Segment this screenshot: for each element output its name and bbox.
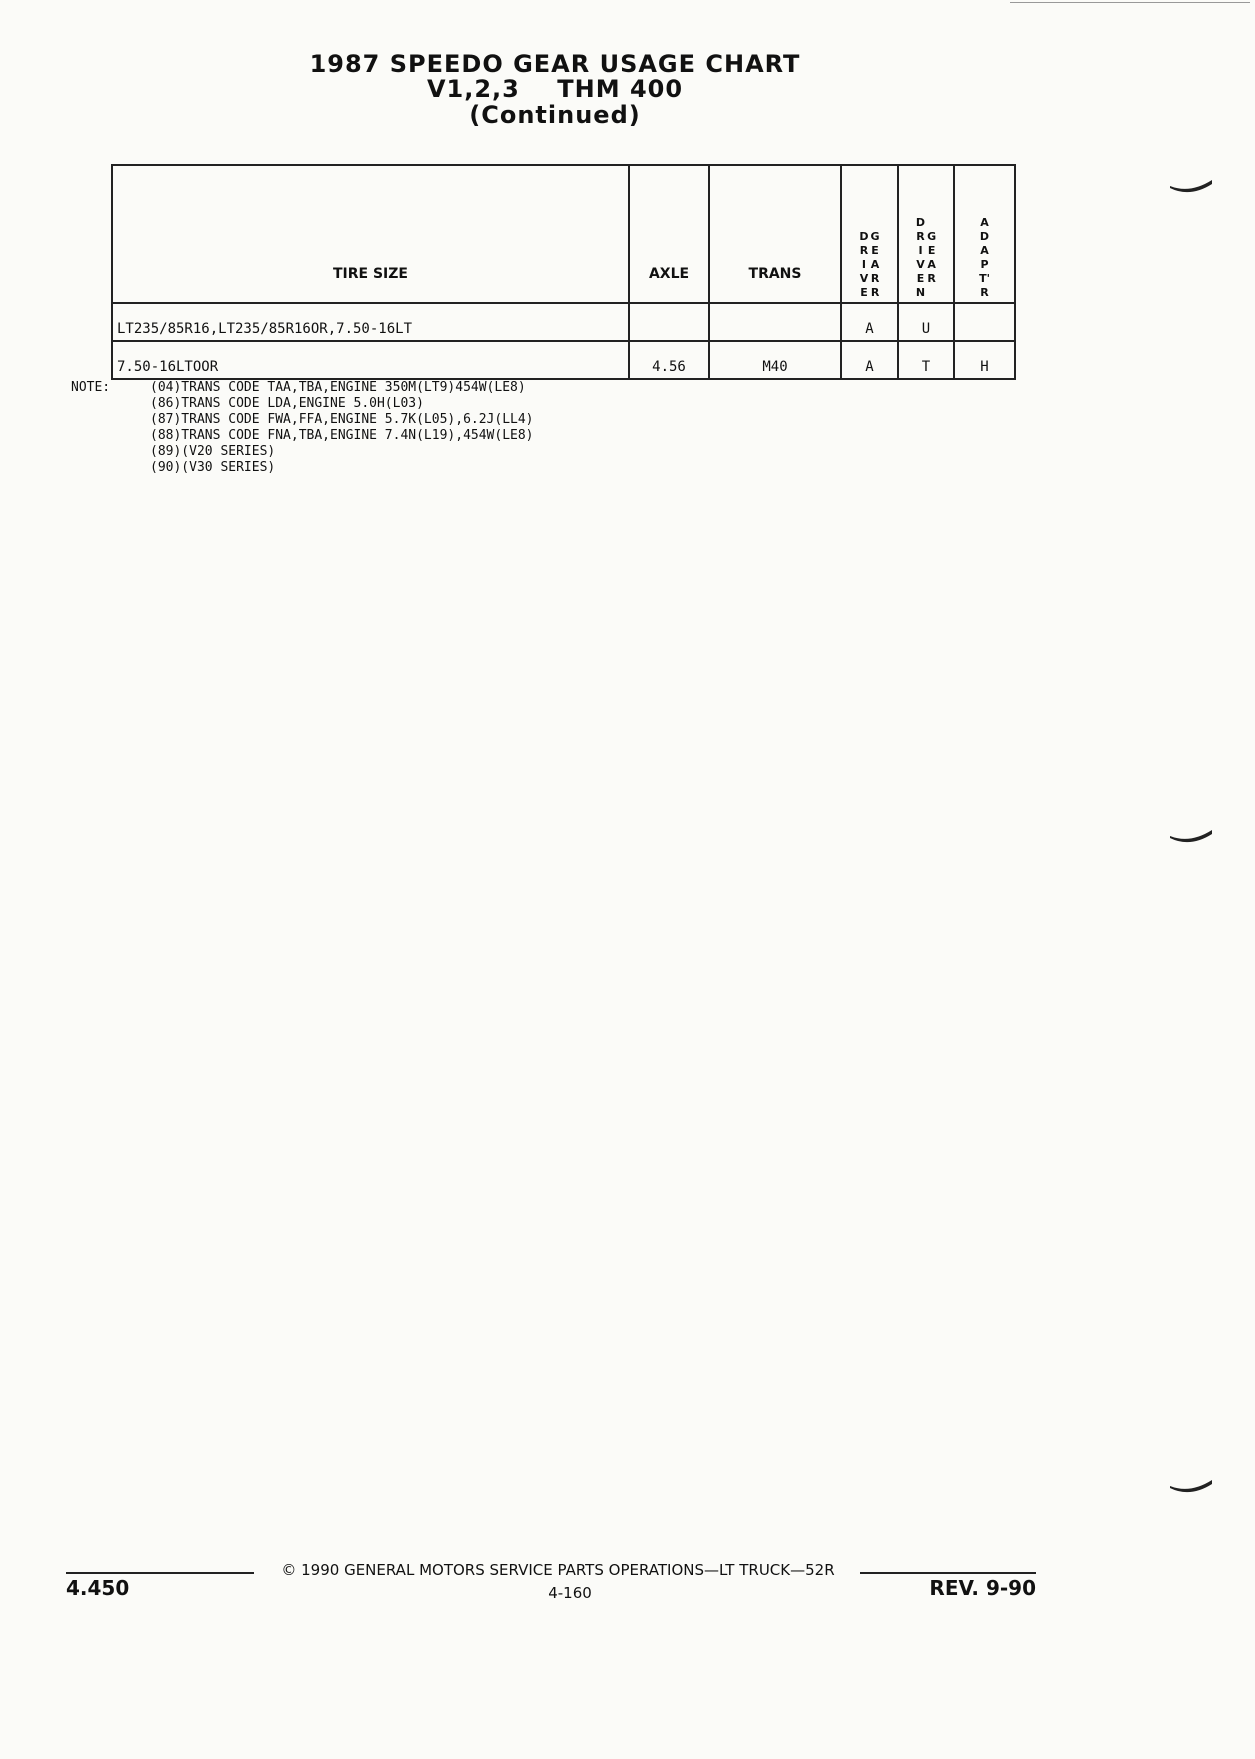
header-driver-letters: D R I V E [859, 230, 869, 299]
header-driver-gear-letters [871, 230, 880, 300]
note-line: (04)TRANS CODE TAA,TBA,ENGINE 350M(LT9)454W(LE8) [150, 380, 526, 395]
cell-adapter [954, 303, 1015, 341]
cell-tire-size: 7.50-16LTOOR [112, 341, 629, 379]
cell-driven-gear: T [898, 341, 954, 379]
header-adapter [954, 165, 1015, 303]
chart-subtitle: V1,2,3 THM 400 [426, 75, 684, 103]
header-axle: AXLE [629, 165, 709, 303]
note-line: (87)TRANS CODE FWA,FFA,ENGINE 5.7K(L05),6.2J(LL4) [150, 412, 534, 427]
binder-hole-mark-icon [1168, 178, 1214, 198]
note-line: (88)TRANS CODE FNA,TBA,ENGINE 7.4N(L19),454W(LE8) [150, 428, 534, 443]
note-line: (86)TRANS CODE LDA,ENGINE 5.0H(L03) [150, 396, 424, 411]
cell-driven-gear: U [898, 303, 954, 341]
header-adapter-letters: A D A P T' R [979, 216, 990, 299]
header-driver-gear [841, 165, 898, 303]
cell-driver-gear: A [841, 341, 898, 379]
note-list [150, 380, 534, 476]
continued-label: (Continued) [469, 101, 641, 129]
cell-axle [629, 303, 709, 341]
note-line: (90)(V30 SERIES) [150, 460, 276, 475]
cell-axle: 4.56 [629, 341, 709, 379]
footer-rule-left [66, 1572, 254, 1574]
header-driven-gear-letters: G E A R [927, 230, 937, 285]
cell-trans [709, 303, 841, 341]
table-header-row [112, 165, 1015, 303]
table-row [112, 341, 1015, 379]
speedo-gear-table [111, 164, 1016, 380]
binder-hole-mark-icon [1168, 1478, 1214, 1498]
top-edge-rule [1010, 2, 1250, 3]
header-driver-tail: R [870, 286, 880, 299]
binder-hole-mark-icon [1168, 828, 1214, 848]
header-driver-gear-word: G E A R [870, 230, 880, 285]
copyright-text: © 1990 GENERAL MOTORS SERVICE PARTS OPERATIONS—LT TRUCK—52R [281, 1561, 835, 1579]
cell-tire-size: LT235/85R16,LT235/85R16OR,7.50-16LT [112, 303, 629, 341]
header-driven-gear [898, 165, 954, 303]
section-page-number: 4.450 [66, 1576, 130, 1600]
header-trans: TRANS [709, 165, 841, 303]
chart-title: 1987 SPEEDO GEAR USAGE CHART [309, 50, 801, 78]
table-row [112, 303, 1015, 341]
cell-driver-gear: A [841, 303, 898, 341]
header-tire-size: TIRE SIZE [112, 165, 629, 303]
note-line: (89)(V20 SERIES) [150, 444, 276, 459]
cell-trans: M40 [709, 341, 841, 379]
cell-adapter: H [954, 341, 1015, 379]
note-label: NOTE: [71, 380, 111, 395]
revision-date: REV. 9-90 [929, 1576, 1036, 1600]
header-driven-letters: D R I V E N [915, 216, 926, 299]
footer-rule-right [860, 1572, 1036, 1574]
page-number: 4-160 [548, 1584, 592, 1602]
